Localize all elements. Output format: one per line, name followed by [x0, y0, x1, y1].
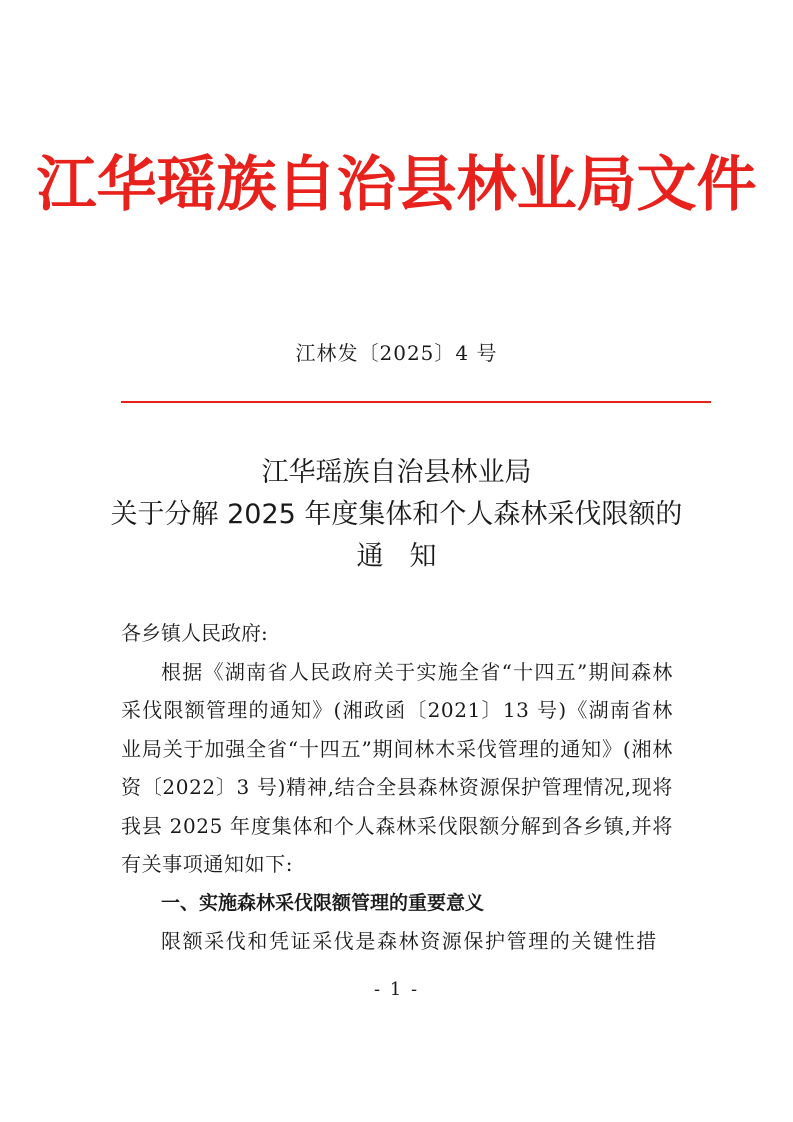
section-heading: 一、实施森林采伐限额管理的重要意义 [161, 891, 485, 914]
masthead-title: 江华瑶族自治县林业局文件 [36, 150, 757, 220]
document-number: 江林发〔2025〕4 号 [295, 341, 498, 365]
body-paragraph: 限额采伐和凭证采伐是森林资源保护管理的关键性措 [161, 929, 658, 953]
document-title [0, 452, 793, 578]
body-paragraph: 根据《湖南省人民政府关于实施全省“十四五”期间森林采伐限额管理的通知》(湘政函〔2021〕13 号)《湖南省林业局关于加强全省“十四五”期间林木采伐管理的通知》(湘林资〔2022〕3 号)精神,结合全县森林资源保护管理情况,现将我县 2025 年度集体和个人森林采伐限额分解到各乡镇,并将有关事项通知如下: [121, 659, 673, 876]
red-separator-rule [121, 401, 711, 403]
salutation: 各乡镇人民政府: [121, 621, 268, 645]
title-line-subject: 关于分解 2025 年度集体和个人森林采伐限额的 [110, 499, 683, 530]
title-line-notice: 通知 [356, 541, 463, 572]
page-number: - 1 - [373, 979, 420, 1000]
document-body [121, 614, 673, 961]
title-line-issuer: 江华瑶族自治县林业局 [261, 457, 532, 488]
